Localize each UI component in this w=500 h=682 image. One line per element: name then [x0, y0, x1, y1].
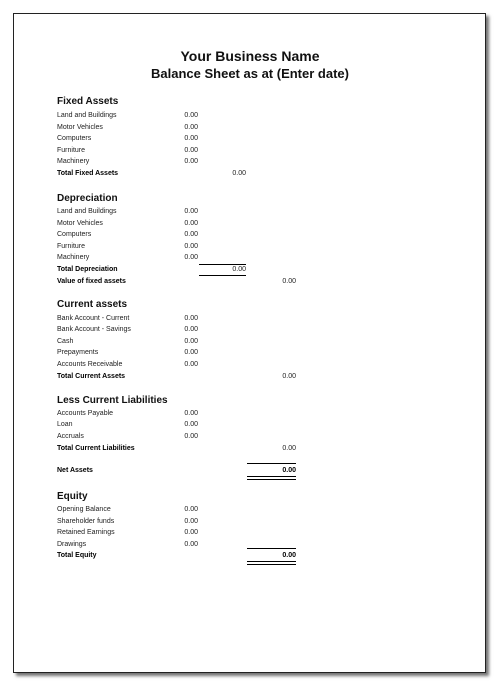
fixed-asset-value: 0.00	[184, 112, 198, 119]
depreciation-label: Computers	[57, 231, 92, 238]
current-asset-value: 0.00	[184, 326, 198, 333]
equity-heading: Equity	[57, 491, 88, 502]
equity-value: 0.00	[184, 518, 198, 525]
depreciation-label: Furniture	[57, 243, 86, 250]
equity-value: 0.00	[184, 506, 198, 513]
total-current-assets-label: Total Current Assets	[57, 373, 126, 380]
fixed-asset-value: 0.00	[184, 124, 198, 131]
current-asset-label: Bank Account - Current	[57, 315, 130, 322]
fixed-asset-label: Machinery	[57, 158, 90, 165]
depreciation-heading: Depreciation	[57, 193, 118, 204]
liability-label: Accruals	[57, 433, 84, 440]
depreciation-label: Motor Vehicles	[57, 220, 103, 227]
value-fixed-assets-label: Value of fixed assets	[57, 278, 126, 285]
fixed-asset-value: 0.00	[184, 147, 198, 154]
fixed-asset-value: 0.00	[184, 135, 198, 142]
equity-label: Drawings	[57, 541, 87, 548]
total-fixed-assets-value: 0.00	[232, 170, 246, 177]
net-assets-label: Net Assets	[57, 467, 93, 474]
depreciation-value: 0.00	[184, 220, 198, 227]
equity-value: 0.00	[184, 541, 198, 548]
equity-label: Retained Earnings	[57, 529, 115, 536]
depreciation-total-underline	[199, 275, 246, 276]
current-asset-value: 0.00	[184, 349, 198, 356]
equity-label: Shareholder funds	[57, 518, 115, 525]
depreciation-value: 0.00	[184, 231, 198, 238]
total-equity-double-underline	[247, 561, 296, 565]
depreciation-value: 0.00	[184, 254, 198, 261]
liability-value: 0.00	[184, 421, 198, 428]
fixed-asset-label: Motor Vehicles	[57, 124, 103, 131]
depreciation-label: Land and Buildings	[57, 208, 117, 215]
fixed-asset-label: Furniture	[57, 147, 86, 154]
net-assets-rule	[247, 463, 296, 464]
equity-total-rule	[247, 548, 296, 549]
equity-label: Opening Balance	[57, 506, 111, 513]
total-current-assets-value: 0.00	[282, 373, 296, 380]
current-asset-label: Cash	[57, 338, 74, 345]
total-depreciation-label: Total Depreciation	[57, 266, 118, 273]
current-asset-label: Bank Account - Savings	[57, 326, 131, 333]
balance-sheet-title: Balance Sheet as at (Enter date)	[151, 66, 349, 81]
liability-value: 0.00	[184, 410, 198, 417]
total-equity-value: 0.00	[282, 552, 296, 559]
current-asset-label: Accounts Receivable	[57, 361, 123, 368]
current-asset-value: 0.00	[184, 361, 198, 368]
liability-value: 0.00	[184, 433, 198, 440]
liability-label: Accounts Payable	[57, 410, 114, 417]
total-depreciation-value: 0.00	[232, 266, 246, 273]
liability-label: Loan	[57, 421, 73, 428]
total-current-liabilities-label: Total Current Liabilities	[57, 445, 135, 452]
fixed-asset-value: 0.00	[184, 158, 198, 165]
total-fixed-assets-label: Total Fixed Assets	[57, 170, 119, 177]
fixed-assets-heading: Fixed Assets	[57, 96, 119, 107]
depreciation-value: 0.00	[184, 208, 198, 215]
net-assets-double-underline	[247, 476, 296, 480]
total-equity-label: Total Equity	[57, 552, 97, 559]
fixed-asset-label: Land and Buildings	[57, 112, 117, 119]
current-assets-heading: Current assets	[57, 299, 128, 310]
value-fixed-assets-value: 0.00	[282, 278, 296, 285]
current-liabilities-heading: Less Current Liabilities	[57, 395, 168, 406]
current-asset-value: 0.00	[184, 315, 198, 322]
depreciation-value: 0.00	[184, 243, 198, 250]
depreciation-label: Machinery	[57, 254, 90, 261]
total-current-liabilities-value: 0.00	[282, 445, 296, 452]
fixed-asset-label: Computers	[57, 135, 92, 142]
equity-value: 0.00	[184, 529, 198, 536]
current-asset-value: 0.00	[184, 338, 198, 345]
current-asset-label: Prepayments	[57, 349, 99, 356]
net-assets-value: 0.00	[282, 467, 296, 474]
business-name: Your Business Name	[180, 48, 320, 64]
